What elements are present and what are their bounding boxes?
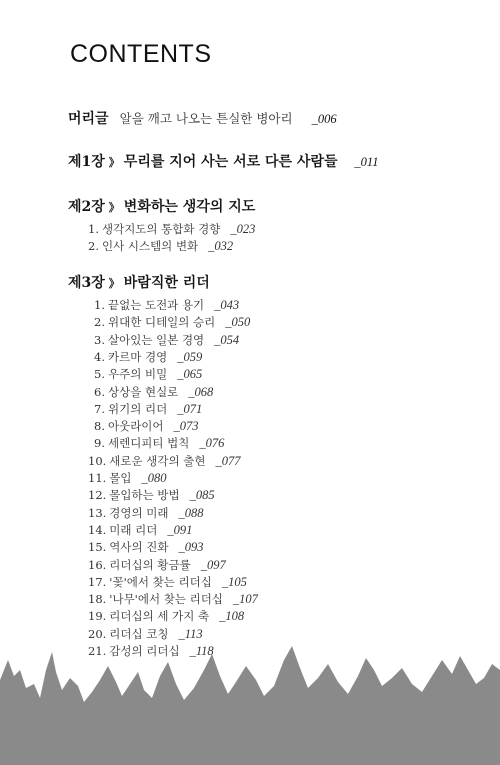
toc-item — [94, 332, 239, 348]
item-number: 6. — [94, 384, 105, 399]
toc-item — [88, 539, 204, 555]
item-page: _113 — [178, 626, 203, 641]
item-number: 9. — [94, 436, 105, 451]
item-number: 1. — [94, 298, 105, 312]
chapter3-label: 제3장 — [68, 275, 105, 291]
item-title: 생각지도의 통합화 경향 — [101, 222, 221, 236]
item-number: 8. — [94, 419, 105, 434]
item-page: _105 — [221, 574, 247, 589]
item-title: 경영의 미래 — [109, 505, 169, 520]
item-page: _080 — [141, 471, 167, 485]
toc-item — [88, 453, 240, 469]
chapter1-title: 무리를 지어 사는 서로 다른 사람들 — [123, 154, 338, 170]
toc-item — [88, 608, 244, 624]
toc-item — [88, 591, 258, 607]
item-title: 세렌디피티 법칙 — [107, 436, 190, 451]
toc-item — [94, 349, 202, 365]
toc-item — [94, 435, 224, 451]
preface-entry — [68, 108, 337, 128]
chapter2-label: 제2장 — [68, 199, 105, 215]
item-title: 인사 시스템의 변화 — [101, 239, 199, 253]
item-title: 리더십의 황금률 — [109, 557, 191, 572]
item-page: _077 — [215, 453, 241, 468]
item-page: _076 — [199, 436, 225, 451]
item-number: 2. — [88, 239, 99, 253]
item-page: _071 — [177, 401, 203, 416]
item-page: _107 — [232, 592, 258, 607]
toc-item — [88, 470, 167, 486]
item-number: 5. — [94, 367, 105, 382]
chapter2-heading — [68, 196, 255, 216]
item-page: _097 — [200, 557, 226, 572]
item-title: 아웃라이어 — [107, 419, 164, 434]
item-page: _043 — [214, 298, 240, 312]
item-page: _050 — [225, 315, 251, 330]
item-number: 15. — [88, 540, 107, 555]
item-title: 상상을 현실로 — [107, 384, 179, 399]
toc-item — [88, 487, 215, 503]
item-title: 끝없는 도전과 용기 — [107, 298, 205, 312]
toc-item — [88, 522, 192, 538]
item-number: 14. — [88, 522, 107, 537]
item-number: 13. — [88, 505, 107, 520]
item-number: 10. — [88, 453, 107, 468]
chapter2-title: 변화하는 생각의 지도 — [123, 199, 256, 215]
toc-item — [94, 418, 199, 434]
item-title: 살아있는 일본 경영 — [107, 332, 205, 347]
item-title: 리더십의 세 가지 축 — [109, 609, 210, 624]
toc-item — [94, 314, 250, 330]
chapter-arrow-icon: 》 — [108, 277, 120, 290]
toc-item — [94, 401, 202, 417]
item-number: 2. — [94, 315, 105, 330]
toc-item — [88, 574, 247, 590]
item-page: _088 — [178, 505, 204, 520]
chapter1-heading — [68, 151, 378, 171]
page-title: CONTENTS — [70, 40, 212, 68]
item-number: 17. — [88, 574, 107, 589]
item-page: _023 — [230, 222, 256, 236]
chapter1-label: 제1장 — [68, 154, 105, 170]
item-title: 몰입 — [109, 471, 132, 485]
crowd-silhouette-image — [0, 640, 500, 765]
item-title: 미래 리더 — [109, 522, 158, 537]
item-title: '꽃'에서 찾는 리더십 — [109, 574, 212, 589]
item-page: _091 — [167, 522, 193, 537]
item-page: _073 — [173, 419, 199, 434]
chapter3-title: 바람직한 리더 — [123, 275, 210, 291]
item-number: 16. — [88, 557, 107, 572]
item-page: _085 — [189, 488, 215, 503]
toc-item — [94, 366, 202, 382]
item-page: _093 — [178, 540, 204, 555]
item-page: _065 — [177, 367, 203, 382]
toc-item — [94, 384, 213, 400]
item-title: 우주의 비밀 — [107, 367, 168, 382]
toc-item — [88, 505, 204, 521]
item-title: 몰입하는 방법 — [109, 488, 180, 503]
toc-item — [94, 297, 239, 313]
item-number: 19. — [88, 609, 107, 624]
item-number: 12. — [88, 488, 107, 503]
item-number: 20. — [88, 626, 107, 641]
item-page: _108 — [219, 609, 245, 624]
chapter1-page: _011 — [354, 155, 379, 169]
item-number: 1. — [88, 222, 99, 236]
chapter-arrow-icon: 》 — [108, 156, 120, 169]
item-page: _118 — [189, 644, 214, 658]
item-title: 위기의 리더 — [107, 401, 168, 416]
chapter3-heading — [68, 272, 210, 292]
item-title: 리더십 코칭 — [109, 626, 169, 641]
item-number: 21. — [88, 644, 107, 658]
item-title: 역사의 진화 — [109, 540, 169, 555]
toc-item — [88, 221, 255, 237]
item-page: _059 — [177, 349, 203, 364]
item-title: 위대한 디테일의 승리 — [107, 315, 216, 330]
preface-label: 머리글 — [68, 111, 109, 127]
item-title: 새로운 생각의 출현 — [109, 453, 206, 468]
item-number: 4. — [94, 349, 105, 364]
item-number: 3. — [94, 332, 105, 347]
chapter-arrow-icon: 》 — [108, 201, 120, 214]
item-number: 18. — [88, 592, 107, 607]
item-number: 7. — [94, 401, 105, 416]
preface-page: _006 — [311, 112, 337, 126]
item-page: _054 — [214, 332, 240, 347]
preface-text: 알을 깨고 나오는 튼실한 병아리 — [119, 111, 293, 126]
item-title: '나무'에서 찾는 리더십 — [109, 592, 223, 607]
item-number: 11. — [88, 471, 107, 485]
item-page: _032 — [208, 239, 234, 253]
item-title: 감성의 리더십 — [109, 644, 180, 658]
item-page: _068 — [188, 384, 214, 399]
toc-item — [88, 238, 233, 254]
item-title: 카르마 경영 — [107, 349, 168, 364]
toc-item — [88, 557, 226, 573]
